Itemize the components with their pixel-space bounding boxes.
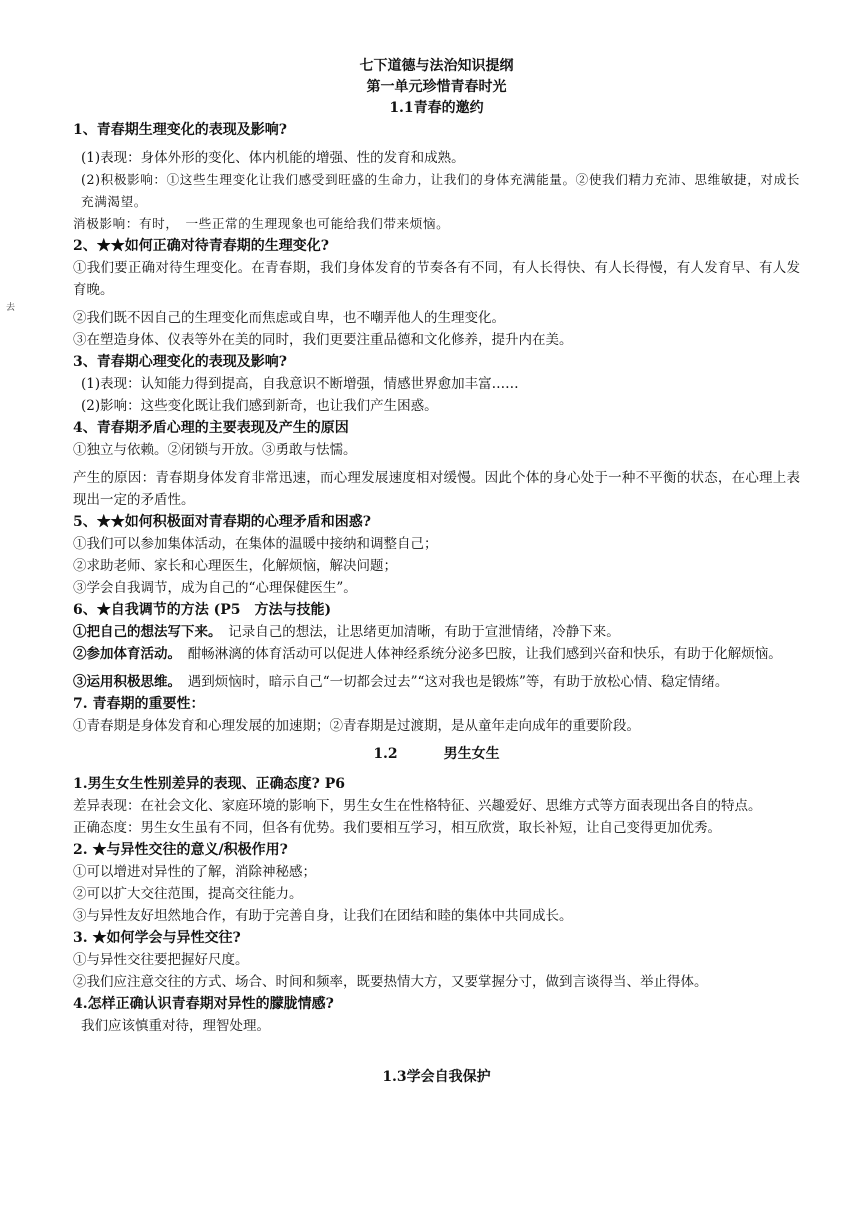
l2-q2-point-2: ②可以扩大交往范围，提高交往能力。 xyxy=(73,886,303,902)
q1-heading: 1、青春期生理变化的表现及影响? xyxy=(73,122,287,138)
l2-q1-attitude: 正确态度：男生女生虽有不同，但各有优势。我们要相互学习，相互欣赏，取长补短，让自己变得更加优秀。 xyxy=(73,820,721,836)
q1-negative-impact: 消极影响：有时， 一些正常的生理现象也可能给我们带来烦恼。 xyxy=(73,216,450,231)
q2-point-2: ②我们既不因自己的生理变化而焦虑或自卑，也不嘲弄他人的生理变化。 xyxy=(73,310,505,326)
l2-q3-heading: 3. ★如何学会与异性交往? xyxy=(73,930,241,946)
q6-method-2-title: ②参加体育活动。 xyxy=(73,646,175,662)
l2-q1-difference: 差异表现：在社会文化、家庭环境的影响下，男生女生在性格特征、兴趣爱好、思维方式等方面表现出各自的特点。 xyxy=(73,798,762,814)
q6-method-2 xyxy=(73,643,800,665)
q4-heading: 4、青春期矛盾心理的主要表现及产生的原因 xyxy=(73,420,349,436)
q3-heading: 3、青春期心理变化的表现及影响? xyxy=(73,354,287,370)
q6-method-1-text: 记录自己的想法，让思绪更加清晰，有助于宣泄情绪，冷静下来。 xyxy=(214,624,620,640)
lesson-1-1-title: 1.1青春的邀约 xyxy=(389,100,484,116)
q6-method-1-title: ①把自己的想法写下来。 xyxy=(73,624,215,640)
q5-point-1: ①我们可以参加集体活动，在集体的温暖中接纳和调整自己； xyxy=(73,536,438,552)
lesson-1-2-title xyxy=(73,741,800,767)
q2-heading: 2、★★如何正确对待青春期的生理变化? xyxy=(73,238,329,254)
q6-method-2-text: 酣畅淋漓的体育活动可以促进人体神经系统分泌多巴胺，让我们感到兴奋和快乐，有助于化解烦恼。 xyxy=(174,646,782,662)
l2-q2-point-1: ①可以增进对异性的了解，消除神秘感； xyxy=(73,864,316,880)
margin-mark: 去 xyxy=(6,303,16,313)
l2-q4-answer: 我们应该慎重对待，理智处理。 xyxy=(81,1018,270,1034)
q5-point-3: ③学会自我调节，成为自己的“心理保健医生”。 xyxy=(73,580,357,596)
q6-method-3-text: 遇到烦恼时，暗示自己“一切都会过去”“这对我也是锻炼”等，有助于放松心情、稳定情绪。 xyxy=(174,674,729,690)
lesson-1-3-title: 1.3学会自我保护 xyxy=(382,1069,491,1085)
l2-q3-point-2: ②我们应注意交往的方式、场合、时间和频率，既要热情大方，又要掌握分寸，做到言谈得当、举止得体。 xyxy=(73,974,708,990)
q7-text: ①青春期是身体发育和心理发展的加速期；②青春期是过渡期，是从童年走向成年的重要阶段。 xyxy=(73,718,640,734)
q6-heading: 6、★自我调节的方法 (P5 方法与技能) xyxy=(73,602,332,618)
q3-impact: (2)影响：这些变化既让我们感到新奇，也让我们产生困惑。 xyxy=(81,398,438,414)
l2-q1-heading: 1.男生女生性别差异的表现、正确态度? P6 xyxy=(73,776,345,792)
q5-point-2: ②求助老师、家长和心理医生，化解烦恼，解决问题； xyxy=(73,558,397,574)
q6-method-3 xyxy=(73,671,800,693)
q3-performance: (1)表现：认知能力得到提高，自我意识不断增强，情感世界愈加丰富…… xyxy=(81,376,519,392)
unit-title: 第一单元珍惜青春时光 xyxy=(366,79,507,95)
l2-q4-heading: 4.怎样正确认识青春期对异性的朦胧情感? xyxy=(73,996,334,1012)
l2-q2-point-3: ③与异性友好坦然地合作，有助于完善自身，让我们在团结和睦的集体中共同成长。 xyxy=(73,908,573,924)
q4-performance: ①独立与依赖。②闭锁与开放。③勇敢与怯懦。 xyxy=(73,442,357,458)
q5-heading: 5、★★如何积极面对青春期的心理矛盾和困惑? xyxy=(73,514,371,530)
doc-title: 七下道德与法治知识提纲 xyxy=(359,58,514,74)
lesson-1-2-name: 男生女生 xyxy=(443,746,500,762)
q2-point-1: ①我们要正确对待生理变化。在青春期，我们身体发育的节奏各有不同，有人长得快、有人长得慢，有人发育早、有人发育晚。 xyxy=(73,260,800,298)
l2-q3-point-1: ①与异性交往要把握好尺度。 xyxy=(73,952,249,968)
q6-method-3-title: ③运用积极思维。 xyxy=(73,674,175,690)
q6-method-1 xyxy=(73,621,800,643)
q7-heading: 7. 青春期的重要性： xyxy=(73,696,205,712)
q4-reason: 产生的原因：青春期身体发育非常迅速，而心理发展速度相对缓慢。因此个体的身心处于一种不平衡的状态，在心理上表现出一定的矛盾性。 xyxy=(73,470,800,508)
lesson-1-2-number: 1.2 xyxy=(373,746,398,762)
q1-performance: (1)表现：身体外形的变化、体内机能的增强、性的发育和成熟。 xyxy=(81,150,465,166)
q2-point-3: ③在塑造身体、仪表等外在美的同时，我们更要注重品德和文化修养，提升内在美。 xyxy=(73,332,573,348)
document-page xyxy=(73,56,800,1088)
l2-q2-heading: 2. ★与异性交往的意义/积极作用? xyxy=(73,842,288,858)
q1-positive-impact: (2)积极影响：①这些生理变化让我们感受到旺盛的生命力，让我们的身体充满能量。②使我们精力充沛、思维敏捷，对成长充满渴望。 xyxy=(81,172,800,209)
